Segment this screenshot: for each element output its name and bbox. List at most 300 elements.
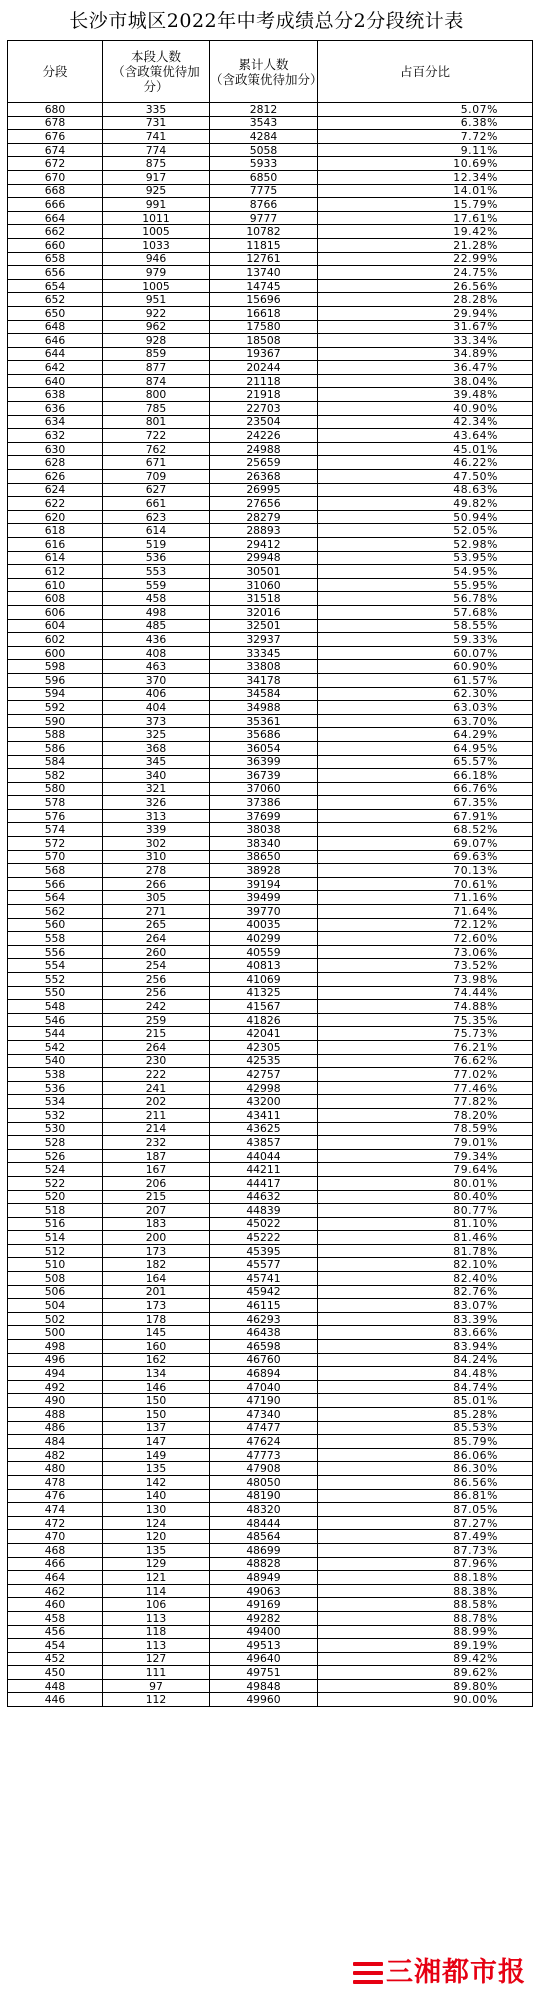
cell-percent: 49.82% xyxy=(318,497,533,511)
cell-count: 146 xyxy=(103,1380,210,1394)
table-row xyxy=(8,347,533,361)
cell-count: 741 xyxy=(103,130,210,144)
cell-score: 598 xyxy=(8,660,103,674)
cell-count: 214 xyxy=(103,1122,210,1136)
table-row xyxy=(8,103,533,117)
cell-cumulative: 46760 xyxy=(210,1353,318,1367)
table-row xyxy=(8,1462,533,1476)
cell-percent: 56.78% xyxy=(318,592,533,606)
cell-count: 112 xyxy=(103,1693,210,1707)
table-row xyxy=(8,1475,533,1489)
cell-cumulative: 16618 xyxy=(210,306,318,320)
table-row xyxy=(8,1353,533,1367)
cell-percent: 42.34% xyxy=(318,415,533,429)
cell-cumulative: 21918 xyxy=(210,388,318,402)
table-row xyxy=(8,211,533,225)
table-row xyxy=(8,116,533,130)
cell-count: 183 xyxy=(103,1217,210,1231)
cell-score: 526 xyxy=(8,1149,103,1163)
cell-score: 508 xyxy=(8,1272,103,1286)
cell-score: 512 xyxy=(8,1244,103,1258)
cell-percent: 40.90% xyxy=(318,402,533,416)
table-row xyxy=(8,1516,533,1530)
cell-cumulative: 49063 xyxy=(210,1584,318,1598)
cell-cumulative: 49400 xyxy=(210,1625,318,1639)
cell-score: 558 xyxy=(8,932,103,946)
table-row xyxy=(8,646,533,660)
cell-cumulative: 48320 xyxy=(210,1503,318,1517)
cell-percent: 45.01% xyxy=(318,442,533,456)
cell-cumulative: 41325 xyxy=(210,986,318,1000)
cell-cumulative: 37699 xyxy=(210,809,318,823)
cell-cumulative: 47908 xyxy=(210,1462,318,1476)
cell-score: 554 xyxy=(8,959,103,973)
cell-score: 484 xyxy=(8,1435,103,1449)
cell-cumulative: 42041 xyxy=(210,1027,318,1041)
cell-score: 594 xyxy=(8,687,103,701)
page-title: 长沙市城区2022年中考成绩总分2分段统计表 xyxy=(69,10,464,32)
cell-count: 345 xyxy=(103,755,210,769)
table-row xyxy=(8,1326,533,1340)
cell-cumulative: 48699 xyxy=(210,1543,318,1557)
cell-cumulative: 3543 xyxy=(210,116,318,130)
table-row xyxy=(8,673,533,687)
cell-percent: 73.52% xyxy=(318,959,533,973)
cell-count: 206 xyxy=(103,1176,210,1190)
cell-percent: 84.24% xyxy=(318,1353,533,1367)
table-row xyxy=(8,932,533,946)
cell-count: 142 xyxy=(103,1475,210,1489)
cell-score: 470 xyxy=(8,1530,103,1544)
cell-percent: 47.50% xyxy=(318,470,533,484)
table-row xyxy=(8,1340,533,1354)
cell-score: 528 xyxy=(8,1136,103,1150)
cell-percent: 80.77% xyxy=(318,1204,533,1218)
cell-score: 574 xyxy=(8,823,103,837)
cell-count: 124 xyxy=(103,1516,210,1530)
cell-count: 134 xyxy=(103,1367,210,1381)
table-row xyxy=(8,1530,533,1544)
table-row xyxy=(8,1679,533,1693)
table-row xyxy=(8,782,533,796)
cell-percent: 28.28% xyxy=(318,293,533,307)
cell-cumulative: 14745 xyxy=(210,279,318,293)
cell-percent: 52.98% xyxy=(318,538,533,552)
cell-cumulative: 45577 xyxy=(210,1258,318,1272)
cell-cumulative: 7775 xyxy=(210,184,318,198)
cell-count: 762 xyxy=(103,442,210,456)
cell-count: 113 xyxy=(103,1611,210,1625)
cell-percent: 87.73% xyxy=(318,1543,533,1557)
table-row xyxy=(8,986,533,1000)
table-row xyxy=(8,1013,533,1027)
cell-count: 463 xyxy=(103,660,210,674)
cell-score: 578 xyxy=(8,796,103,810)
cell-count: 536 xyxy=(103,551,210,565)
cell-cumulative: 36739 xyxy=(210,769,318,783)
cell-percent: 53.95% xyxy=(318,551,533,565)
cell-percent: 5.07% xyxy=(318,103,533,117)
cell-count: 1005 xyxy=(103,225,210,239)
cell-count: 991 xyxy=(103,198,210,212)
cell-cumulative: 45222 xyxy=(210,1231,318,1245)
cell-count: 498 xyxy=(103,605,210,619)
cell-count: 785 xyxy=(103,402,210,416)
cell-count: 260 xyxy=(103,945,210,959)
cell-count: 373 xyxy=(103,714,210,728)
cell-score: 542 xyxy=(8,1040,103,1054)
cell-count: 215 xyxy=(103,1190,210,1204)
cell-count: 130 xyxy=(103,1503,210,1517)
cell-percent: 36.47% xyxy=(318,361,533,375)
cell-percent: 82.40% xyxy=(318,1272,533,1286)
table-row xyxy=(8,483,533,497)
cell-cumulative: 31518 xyxy=(210,592,318,606)
cell-cumulative: 40813 xyxy=(210,959,318,973)
cell-score: 450 xyxy=(8,1666,103,1680)
cell-score: 538 xyxy=(8,1068,103,1082)
cell-count: 137 xyxy=(103,1421,210,1435)
cell-count: 962 xyxy=(103,320,210,334)
cell-percent: 88.99% xyxy=(318,1625,533,1639)
cell-score: 636 xyxy=(8,402,103,416)
cell-count: 875 xyxy=(103,157,210,171)
cell-count: 211 xyxy=(103,1108,210,1122)
cell-count: 979 xyxy=(103,266,210,280)
cell-percent: 19.42% xyxy=(318,225,533,239)
cell-cumulative: 32501 xyxy=(210,619,318,633)
cell-count: 436 xyxy=(103,633,210,647)
table-row xyxy=(8,837,533,851)
cell-score: 654 xyxy=(8,279,103,293)
cell-score: 582 xyxy=(8,769,103,783)
cell-cumulative: 49848 xyxy=(210,1679,318,1693)
cell-score: 468 xyxy=(8,1543,103,1557)
cell-count: 215 xyxy=(103,1027,210,1041)
cell-count: 201 xyxy=(103,1285,210,1299)
table-row xyxy=(8,905,533,919)
cell-cumulative: 5058 xyxy=(210,143,318,157)
cell-count: 731 xyxy=(103,116,210,130)
table-row xyxy=(8,1040,533,1054)
cell-score: 630 xyxy=(8,442,103,456)
cell-count: 271 xyxy=(103,905,210,919)
cell-cumulative: 44044 xyxy=(210,1149,318,1163)
cell-score: 458 xyxy=(8,1611,103,1625)
cell-percent: 61.57% xyxy=(318,673,533,687)
cell-score: 608 xyxy=(8,592,103,606)
cell-cumulative: 49751 xyxy=(210,1666,318,1680)
cell-score: 648 xyxy=(8,320,103,334)
cell-score: 668 xyxy=(8,184,103,198)
table-row xyxy=(8,1095,533,1109)
cell-cumulative: 18508 xyxy=(210,334,318,348)
cell-percent: 76.62% xyxy=(318,1054,533,1068)
table-row xyxy=(8,1204,533,1218)
table-row xyxy=(8,823,533,837)
table-row xyxy=(8,1244,533,1258)
cell-count: 321 xyxy=(103,782,210,796)
cell-cumulative: 46598 xyxy=(210,1340,318,1354)
cell-percent: 73.98% xyxy=(318,973,533,987)
table-row xyxy=(8,497,533,511)
cell-score: 462 xyxy=(8,1584,103,1598)
table-row xyxy=(8,225,533,239)
cell-percent: 54.95% xyxy=(318,565,533,579)
cell-count: 614 xyxy=(103,524,210,538)
cell-percent: 29.94% xyxy=(318,306,533,320)
cell-score: 586 xyxy=(8,741,103,755)
cell-cumulative: 47624 xyxy=(210,1435,318,1449)
table-row xyxy=(8,741,533,755)
cell-score: 520 xyxy=(8,1190,103,1204)
cell-cumulative: 38928 xyxy=(210,864,318,878)
cell-count: 129 xyxy=(103,1557,210,1571)
table-row xyxy=(8,619,533,633)
cell-cumulative: 29948 xyxy=(210,551,318,565)
cell-score: 590 xyxy=(8,714,103,728)
cell-cumulative: 34178 xyxy=(210,673,318,687)
cell-score: 640 xyxy=(8,374,103,388)
cell-count: 147 xyxy=(103,1435,210,1449)
cell-percent: 87.27% xyxy=(318,1516,533,1530)
cell-count: 458 xyxy=(103,592,210,606)
cell-score: 518 xyxy=(8,1204,103,1218)
cell-count: 256 xyxy=(103,986,210,1000)
cell-percent: 58.55% xyxy=(318,619,533,633)
cell-score: 658 xyxy=(8,252,103,266)
table-row xyxy=(8,850,533,864)
cell-percent: 79.34% xyxy=(318,1149,533,1163)
cell-percent: 68.52% xyxy=(318,823,533,837)
cell-percent: 78.20% xyxy=(318,1108,533,1122)
cell-percent: 71.16% xyxy=(318,891,533,905)
cell-count: 114 xyxy=(103,1584,210,1598)
table-row xyxy=(8,1571,533,1585)
cell-cumulative: 17580 xyxy=(210,320,318,334)
cell-percent: 75.35% xyxy=(318,1013,533,1027)
table-row xyxy=(8,538,533,552)
table-row xyxy=(8,1625,533,1639)
cell-count: 335 xyxy=(103,103,210,117)
cell-cumulative: 34988 xyxy=(210,701,318,715)
cell-score: 492 xyxy=(8,1380,103,1394)
cell-score: 556 xyxy=(8,945,103,959)
cell-score: 540 xyxy=(8,1054,103,1068)
cell-score: 662 xyxy=(8,225,103,239)
cell-cumulative: 48444 xyxy=(210,1516,318,1530)
cell-cumulative: 12761 xyxy=(210,252,318,266)
table-row xyxy=(8,279,533,293)
table-row xyxy=(8,1312,533,1326)
cell-percent: 26.56% xyxy=(318,279,533,293)
cell-score: 486 xyxy=(8,1421,103,1435)
table-header-row xyxy=(8,41,533,103)
cell-score: 624 xyxy=(8,483,103,497)
table-row xyxy=(8,1408,533,1422)
cell-percent: 81.78% xyxy=(318,1244,533,1258)
cell-cumulative: 28893 xyxy=(210,524,318,538)
cell-percent: 10.69% xyxy=(318,157,533,171)
cell-count: 207 xyxy=(103,1204,210,1218)
table-row xyxy=(8,660,533,674)
cell-score: 632 xyxy=(8,429,103,443)
table-row xyxy=(8,578,533,592)
cell-percent: 70.61% xyxy=(318,877,533,891)
watermark xyxy=(353,1956,529,1989)
cell-score: 618 xyxy=(8,524,103,538)
table-row xyxy=(8,1081,533,1095)
table-row xyxy=(8,1285,533,1299)
table-row xyxy=(8,293,533,307)
cell-cumulative: 15696 xyxy=(210,293,318,307)
cell-count: 874 xyxy=(103,374,210,388)
table-row xyxy=(8,1136,533,1150)
table-row xyxy=(8,1367,533,1381)
cell-count: 241 xyxy=(103,1081,210,1095)
table-row xyxy=(8,198,533,212)
cell-cumulative: 37386 xyxy=(210,796,318,810)
cell-score: 548 xyxy=(8,1000,103,1014)
cell-score: 672 xyxy=(8,157,103,171)
cell-count: 519 xyxy=(103,538,210,552)
table-row xyxy=(8,442,533,456)
cell-count: 242 xyxy=(103,1000,210,1014)
cell-cumulative: 33808 xyxy=(210,660,318,674)
table-row xyxy=(8,130,533,144)
cell-count: 118 xyxy=(103,1625,210,1639)
cell-cumulative: 49513 xyxy=(210,1639,318,1653)
table-row xyxy=(8,891,533,905)
cell-cumulative: 22703 xyxy=(210,402,318,416)
cell-score: 626 xyxy=(8,470,103,484)
cell-percent: 34.89% xyxy=(318,347,533,361)
cell-cumulative: 45942 xyxy=(210,1285,318,1299)
cell-percent: 81.46% xyxy=(318,1231,533,1245)
cell-score: 552 xyxy=(8,973,103,987)
cell-percent: 81.10% xyxy=(318,1217,533,1231)
cell-score: 674 xyxy=(8,143,103,157)
cell-score: 522 xyxy=(8,1176,103,1190)
cell-count: 917 xyxy=(103,170,210,184)
table-row xyxy=(8,334,533,348)
cell-percent: 63.03% xyxy=(318,701,533,715)
table-row xyxy=(8,470,533,484)
cell-count: 368 xyxy=(103,741,210,755)
cell-percent: 85.53% xyxy=(318,1421,533,1435)
cell-percent: 84.74% xyxy=(318,1380,533,1394)
cell-count: 559 xyxy=(103,578,210,592)
cell-cumulative: 47773 xyxy=(210,1448,318,1462)
cell-score: 496 xyxy=(8,1353,103,1367)
cell-cumulative: 46115 xyxy=(210,1299,318,1313)
cell-percent: 60.07% xyxy=(318,646,533,660)
table-row xyxy=(8,809,533,823)
cell-percent: 86.06% xyxy=(318,1448,533,1462)
cell-cumulative: 34584 xyxy=(210,687,318,701)
cell-percent: 79.64% xyxy=(318,1163,533,1177)
table-row xyxy=(8,1435,533,1449)
cell-cumulative: 8766 xyxy=(210,198,318,212)
cell-score: 550 xyxy=(8,986,103,1000)
cell-score: 678 xyxy=(8,116,103,130)
cell-percent: 59.33% xyxy=(318,633,533,647)
cell-score: 480 xyxy=(8,1462,103,1476)
cell-score: 454 xyxy=(8,1639,103,1653)
cell-percent: 72.12% xyxy=(318,918,533,932)
cell-cumulative: 48828 xyxy=(210,1557,318,1571)
cell-percent: 88.78% xyxy=(318,1611,533,1625)
cell-score: 472 xyxy=(8,1516,103,1530)
table-row xyxy=(8,565,533,579)
table-row xyxy=(8,1652,533,1666)
cell-score: 664 xyxy=(8,211,103,225)
cell-cumulative: 45741 xyxy=(210,1272,318,1286)
cell-percent: 12.34% xyxy=(318,170,533,184)
cell-score: 478 xyxy=(8,1475,103,1489)
cell-score: 532 xyxy=(8,1108,103,1122)
cell-cumulative: 49640 xyxy=(210,1652,318,1666)
cell-percent: 39.48% xyxy=(318,388,533,402)
cell-count: 326 xyxy=(103,796,210,810)
cell-score: 622 xyxy=(8,497,103,511)
cell-count: 1005 xyxy=(103,279,210,293)
cell-score: 612 xyxy=(8,565,103,579)
cell-count: 339 xyxy=(103,823,210,837)
cell-count: 232 xyxy=(103,1136,210,1150)
table-row xyxy=(8,959,533,973)
cell-percent: 86.81% xyxy=(318,1489,533,1503)
header-count: 本段人数 （含政策优待加分） xyxy=(103,41,210,103)
cell-percent: 67.91% xyxy=(318,809,533,823)
table-row xyxy=(8,1190,533,1204)
cell-score: 524 xyxy=(8,1163,103,1177)
cell-percent: 89.42% xyxy=(318,1652,533,1666)
cell-cumulative: 40035 xyxy=(210,918,318,932)
table-row xyxy=(8,320,533,334)
table-row xyxy=(8,633,533,647)
cell-percent: 70.13% xyxy=(318,864,533,878)
cell-count: 222 xyxy=(103,1068,210,1082)
cell-cumulative: 44211 xyxy=(210,1163,318,1177)
cell-cumulative: 48050 xyxy=(210,1475,318,1489)
cell-cumulative: 29412 xyxy=(210,538,318,552)
cell-cumulative: 20244 xyxy=(210,361,318,375)
cell-cumulative: 49960 xyxy=(210,1693,318,1707)
cell-count: 264 xyxy=(103,1040,210,1054)
table-row xyxy=(8,402,533,416)
table-row xyxy=(8,1503,533,1517)
cell-cumulative: 46438 xyxy=(210,1326,318,1340)
cell-count: 370 xyxy=(103,673,210,687)
cell-cumulative: 46894 xyxy=(210,1367,318,1381)
cell-cumulative: 46293 xyxy=(210,1312,318,1326)
cell-score: 566 xyxy=(8,877,103,891)
header-percent: 占百分比 xyxy=(318,41,533,103)
table-row xyxy=(8,1543,533,1557)
table-row xyxy=(8,714,533,728)
cell-percent: 15.79% xyxy=(318,198,533,212)
cell-score: 676 xyxy=(8,130,103,144)
table-row xyxy=(8,551,533,565)
cell-percent: 57.68% xyxy=(318,605,533,619)
table-row xyxy=(8,1054,533,1068)
cell-score: 588 xyxy=(8,728,103,742)
cell-score: 516 xyxy=(8,1217,103,1231)
cell-score: 464 xyxy=(8,1571,103,1585)
cell-score: 576 xyxy=(8,809,103,823)
table-row xyxy=(8,701,533,715)
